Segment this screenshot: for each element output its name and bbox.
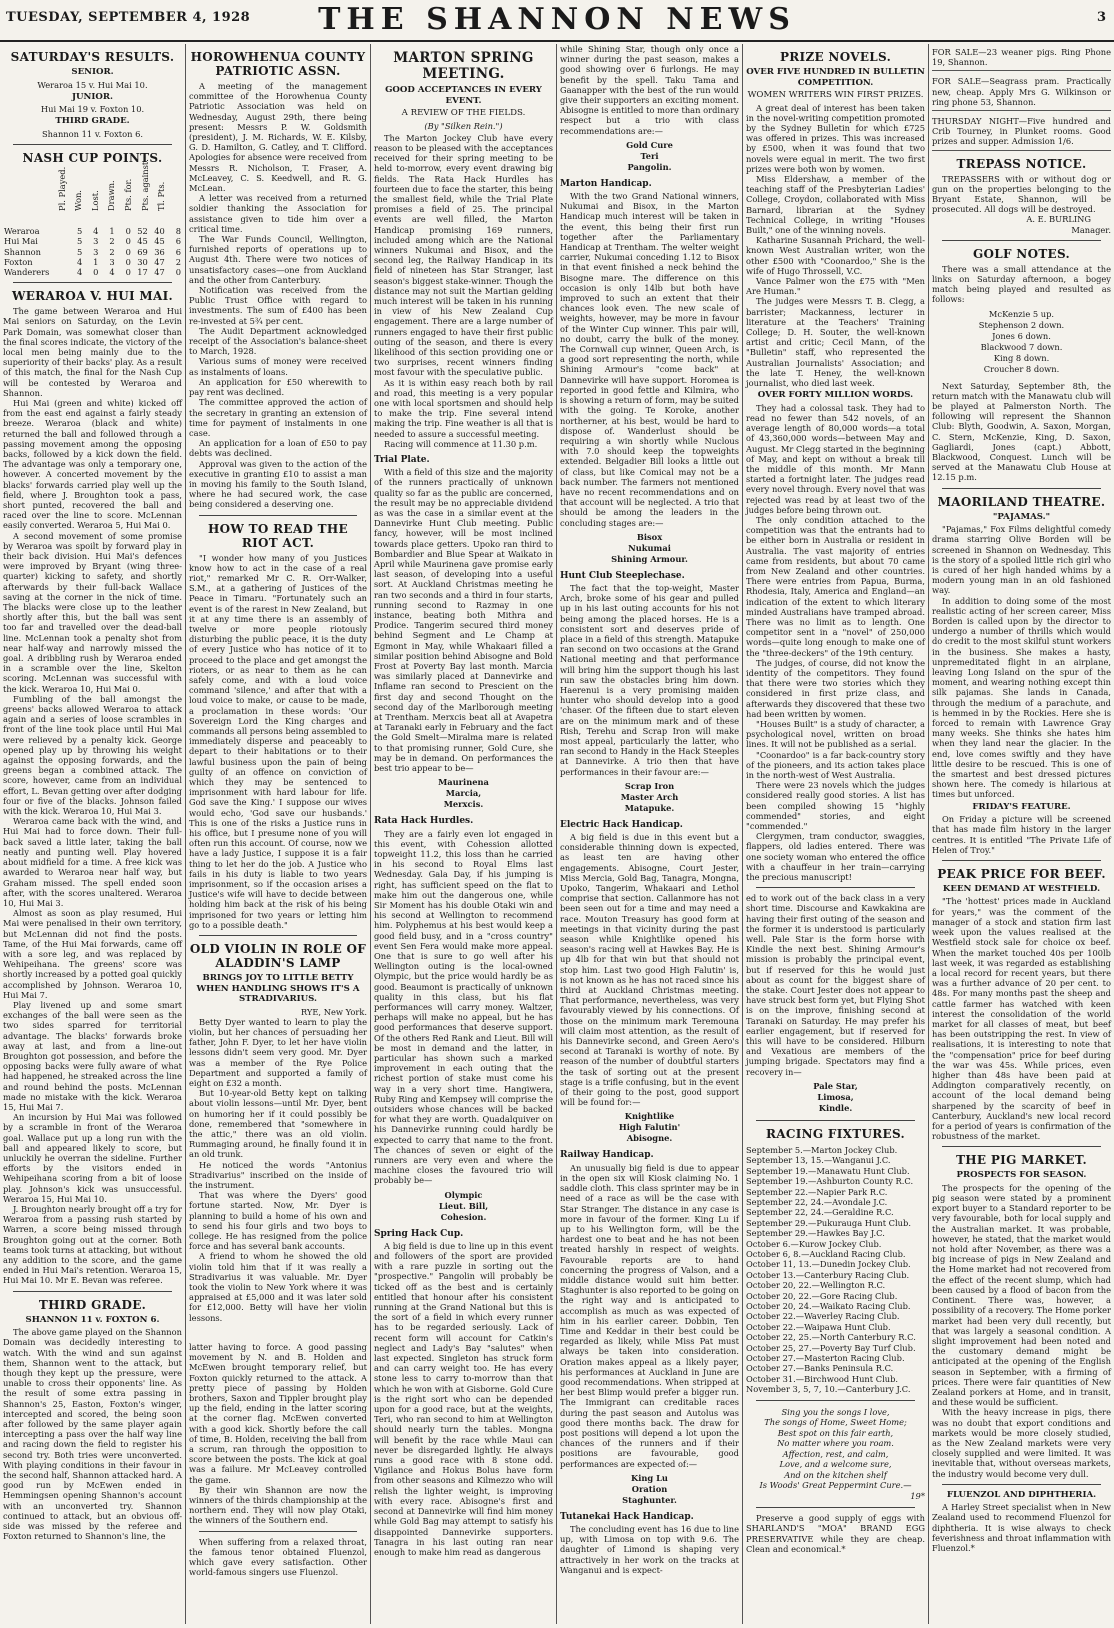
list-item: September 22.—Napier Park R.C. <box>746 1186 888 1197</box>
article-paragraph: An application for £50 wherewith to pay rent was declined. <box>189 376 367 398</box>
article-paragraph: "The 'hottest' prices made in Auckland for years," was the comment of the manager of a stock and station firm last week upon the values realised at the Westfield stock sale for choice ox beef. When the market touched 40s per 100lb last week, it was regarded as establishing a local record for recent years, but there was a further advance of 20 per cent. to 48s. For many months past the sheep and cattle farmer has watched with keen interest the consolidation of the world market for all classes of meat, but beef has been outstripping the rest. In view of realisations, it is interesting to note that the "compensation" price for beef during the war was 45s. While prices, even higher than 48s have been paid at Addington comparatively recently, on account of the local demand being sharpened by the scarcity of beef in Canterbury, Auckland's new local record for a period of years is confirmation of the robustness of the market. <box>932 896 1111 1142</box>
trespass-signature: A. E. BURLING <box>1026 214 1091 225</box>
list-item: October 13.—Canterbury Racing Club. <box>746 1269 910 1280</box>
third-grade-result: Shannon 11 v. Foxton 6. <box>41 128 143 139</box>
selections-list: Gold Cure Teri Pangolin. <box>626 139 673 172</box>
byline: (By "Silken Rein.") <box>424 120 503 131</box>
list-item: October 20, 22.—Gore Racing Club. <box>746 1290 898 1301</box>
article-paragraph: Fumbling of the ball amongst the greens' backs allowed Weraroa to attack again and a series of loose scrambles in front of the line took place until Hui Mai were relieved by a penalty kick. George opened play up by throwing his weight against the opposing forwards, and the greens began a combined attack. The score, however, came from an individual effort, L. Bevan getting over after dodging four or five of the blacks. Johnson failed with the kick. Weraroa 10, Hui Mai 3. <box>3 693 182 817</box>
article-paragraph: A great deal of interest has been taken in the novel-writing competition promoted by the Sydney Bulletin for which £725 was offered in prizes. This was increased by £500, when it was found that two novels were equal in merit. The two first prizes were both won by women. <box>746 102 925 174</box>
divider <box>756 1120 915 1121</box>
list-item: October 22.—Waipawa Hunt Club. <box>746 1321 891 1332</box>
race-heading: Tutanekai Hack Handicap. <box>560 1511 694 1522</box>
junior-label: JUNIOR. <box>71 91 114 102</box>
marton-subheading: GOOD ACCEPTANCES IN EVERY EVENT. <box>385 85 542 106</box>
list-item: October 20, 24.—Waikato Racing Club. <box>746 1300 911 1311</box>
senior-label: SENIOR. <box>71 67 114 77</box>
article-paragraph: An incursion by Hui Mai was followed by a scramble in front of the Weraroa goal. Wallace put up a long run with the ball and appeared likely to score, but unluckily he overran the sideline. Further efforts by the visitors ended in Wehipeihana scoring from a bit of loose play. Johnson's kick was unsuccessful. Weraroa 15, Hui Mai 10. <box>3 1112 182 1204</box>
list-item: October 22, 25.—North Canterbury R.C. <box>746 1332 916 1343</box>
match-report-heading: WERAROA V. HUI MAI. <box>11 289 174 304</box>
theatre-heading: MAORILAND THEATRE. <box>937 494 1106 509</box>
article-paragraph: latter having to force. A good passing movement by N. and B. Holden and McEwen brought temporary relief, but Foxton quickly returned to the attack. A pretty piece of passing by Holden brothers, Saxon and Tippler brought play up the field, ending in the latter scoring at the corner flag. McEwen converted with a good kick. Shortly before the call of time, B. Holden, receiving the ball from a scrum, ran through the opposition to score between the posts. The kick at goal was a failure. Mr McLeavey controlled the game. <box>189 1342 367 1485</box>
article-paragraph: Racing will commence at 11.30 p.m. <box>384 438 538 449</box>
article-paragraph: A letter was received from a returned soldier thanking the Association for assistance given to tide him over a critical time. <box>189 193 367 234</box>
col-header: Won. <box>73 190 84 212</box>
article-paragraph: A meeting of the management committee of the Horowhenua County Patriotic Association was held on Wednesday, August 29th, there being present: Messrs P. W. Goldsmith (president), J. M. Richards, W. E. Kilsby, G. D. Hamilton, G. Catley, and T. Clifford. Apologies for absence were received from Messrs R. Nicholson, T. Fraser, A. McLeavey, C. S. Keedwell, and R. G. McLean. <box>189 81 367 194</box>
divider <box>942 240 1101 241</box>
article-paragraph: "Coonardoo" is a far back-country story of the pioneers, and its action takes place in the north-west of West Australia. <box>746 749 925 780</box>
article-paragraph: "I wonder how many of you Justices know how to act in the case of a real riot," remarked Mr C. R. Orr-Walker, S.M., at a gathering of Justices of the Peace in Timaru. "Fortunately such an event is of the rarest in New Zealand, but it at any time there is an assembly of twelve or more people riotously disturbing the public peace, it is the duty of every Justice who has notice of it to proceed to the place and get amongst the rioters, or as near to them as he can safely come, and with a loud voice command 'silence,' and after that with a loud voice to make, or cause to be made, a proclamation in these words: 'Our Sovereign Lord the King charges and commands all persons being assembled to immediately disperse and peaceably to depart to their habitations or to their lawful business upon the pain of being guilty of an offence on conviction of which they may be sentenced to imprisonment with hard labour for life. God save the King.' I suppose our wives would echo, 'God save our husbands.' This is one of the risks a Justice runs in his office, but I presume none of you will often run this account. Of course, now we have a lady Justice, I suppose it is a fair thing to let her do the job. A Justice who fails in his duty is liable to two years imprisonment, so if the occasion arises a Justice's wife will have to decide between holding him back at the risk of his being imprisoned for two years or letting him go to a possible death." <box>189 552 368 930</box>
column-sports-continued <box>186 1342 370 1624</box>
newspaper-title: THE SHANNON NEWS <box>318 2 796 37</box>
patriotic-heading: HOROWHENUA COUNTY PATRIOTIC ASSN. <box>190 50 366 78</box>
masthead <box>0 0 1114 42</box>
divider <box>13 1291 172 1292</box>
novels-heading: PRIZE NOVELS. <box>779 50 892 64</box>
classified-ad: FOR SALE—23 weaner pigs. Ring Phone 19, Shannon. <box>932 44 1111 71</box>
table-row: Wanderers 4 0 4 0 17 47 0 <box>4 266 181 277</box>
advert-fluenzol: A Harley Street specialist when in New Zealand used to recommend Fluenzol for diphtheria. It is wise always to check feverishness and throat inflammation with Fluenzol.* <box>932 1502 1111 1554</box>
friday-subheading: FRIDAY'S FEATURE. <box>972 801 1071 812</box>
article-paragraph: "Houses Built" is a study of character, a psychological novel, written on broad lines. It will not be published as a serial. <box>746 718 925 750</box>
column-novels <box>743 44 928 1624</box>
selections-list: Pale Star, Limosa, Kindle. <box>813 1080 858 1113</box>
list-item: September 22, 24.—Avondale J.C. <box>746 1196 888 1207</box>
senior-result: Weraroa 15 v. Hui Mai 10. <box>37 79 148 90</box>
col-header: Tl. Pts. <box>156 181 166 212</box>
dateline: RYE, New York. <box>300 1006 367 1017</box>
list-item: October 6.—Kurow Jockey Club. <box>746 1238 882 1249</box>
list-item: September 5.—Marton Jockey Club. <box>746 1144 898 1155</box>
divider <box>13 282 172 283</box>
article-paragraph: The above game played on the Shannon Domain was decidedly interesting to watch. With the wind and sun against them, Shannon went to the attack, but though they kept up the pressure, were unable to cross their opponents' line. As the result of some extra passing in Shannon's 25, Easton, Foxton's winger, intercepted and scored, the being soon after followed by the same player again intercepting a pass over the half way line and racing down the field to register his second try. Both tries were unconverted. With playing conditions in their favour in the second half, Shannon attacked hard. A good run by McEwen ended in Hemmingsen opening Shannon's account with an unconverted try. Shannon continued to attack, but an obvious off-side was missed by the referee and Foxton returned to Shannon's line, the <box>3 1327 182 1542</box>
article-paragraph: Approval was given to the action of the executive in granting £10 to assist a man in moving his family to the South Island, where he had secured work, the case being considered a deserving one. <box>189 458 367 510</box>
fluenzol-heading: FLUENZOL AND DIPHTHERIA. <box>946 1489 1097 1500</box>
article-paragraph: An unusually big field is due to appear in the open six will Kiosk claiming No. 1 saddle cloth. This class sprinter may be in need of a race as will be the case with Star Stranger. The distance in any case is more in favour of the former. King Lu if up to his Wellington form, will be the hardest one to beat and he has not been treated harshly in respect of weights. Favourable reports are to hand concerning the progress of Valson, and a middle distance would suit him better. Staghunter is also reported to be going on the right way and is anticipated to accomplish as much as was expected of him in his earlier career. Dobbin, Ten Time and Keddar in their best could be regarded as likely, while Miss Pat must always be taken into consideration. Oration makes appeal as a likely payer, his performances at Auckland in June are good recommendations. When stripped at her best Blimp would prefer a bigger run. The Immigrant can creditable races during the past season and Autolus was good there months back. The draw for post positions will depend a lot upon the chances of the runners and if their positions are favourable, good performances are expected of:— <box>560 1162 739 1469</box>
article-paragraph: A friend to whom he showed the old violin told him that if it was really a Stradivarius it was valuable. Mr. Dyer took the violin to New York where it was appraised at £5,000 and it was later sold for £12,000. Betty will have her violin lessons. <box>189 1251 367 1323</box>
article-paragraph: "Pajamas," Fox Films delightful comedy drama starring Olive Borden will be screened in Shannon on Wednesday. This is the story of a spoiled little rich girl who is cured of her high handed whims by a modern young man in an old fashioned way. <box>932 524 1111 596</box>
divider <box>756 887 915 888</box>
article-paragraph: TREPASSERS with or without dog or gun on the properties belonging to the Bryant Estate, Shannon, will be prosecuted. All dogs will be destroyed. <box>932 173 1111 215</box>
article-paragraph: while Shining Star, though only once a winner during the past season, makes a good showing over 6 furlongs. He may benefit by the spell. Taku Tama and Gaanapper with the best of the run would give their supporters an exciting moment. Abisogne is entitled to more than ordinary respect but a trio with class recommendations are:— <box>560 44 739 136</box>
results-heading: SATURDAY'S RESULTS. <box>10 50 175 64</box>
col-header: Lost. <box>89 190 100 212</box>
divider <box>756 1400 915 1401</box>
article-paragraph: Clergymen, tram conductor, swaggies, flappers, old ladies entered. There was one society woman who entered the office with a chauffeur in her train—carrying the precious manuscript! <box>746 831 925 883</box>
third-grade-label: THIRD GRADE. <box>55 116 130 127</box>
race-heading: Rata Hack Hurdles. <box>374 816 474 827</box>
selections-list: Maurinena Marcia, Merxcis. <box>438 777 489 810</box>
divider <box>199 515 357 516</box>
column-racing <box>371 44 556 1624</box>
article-paragraph: The concluding event has 16 due to line up, with Limosa on top with 9.6. The daughter of Limond is shaping very attractively in her work on the tracks at Wanganui and is expect- <box>560 1523 739 1575</box>
article-paragraph: On Friday a picture will be screened that has made film history in the larger centres. It is entitled "The Private Life of Helen of Troy." <box>932 814 1111 855</box>
beef-heading: PEAK PRICE FOR BEEF. <box>937 866 1106 881</box>
theatre-subheading: "PAJAMAS." <box>992 511 1051 522</box>
article-paragraph: The judges, of course, did not know the identity of the competitors. They found that there were two stories which they considered in first prize class, and afterwards they discovered that these two had been written by women. <box>746 657 925 719</box>
divider <box>756 1507 915 1508</box>
list-item: October 27.—Banks Peninsula R.C. <box>746 1363 894 1374</box>
article-paragraph: Betty Dyer wanted to learn to play the violin, but her chances of persuading her father, John F. Dyer, to let her have violin lessons didn't seem very good. Mr. Dyer was a member of the Rye Police Department and supported a family of eight on £32 a month. <box>189 1016 367 1088</box>
list-item: October 22.—Waverley Racing Club. <box>746 1311 900 1322</box>
cup-points-heading: NASH CUP POINTS. <box>22 151 163 166</box>
table-row: Shannon 5 3 2 0 69 36 6 <box>4 246 181 257</box>
selections-list: Olympic Lieut. Bill, Cohesion. <box>438 1189 489 1222</box>
article-paragraph: The committee approved the action of the secretary in granting an extension of time for payment of instalments in one case. <box>189 397 367 438</box>
divider <box>942 1146 1101 1147</box>
trespass-role: Manager. <box>1071 224 1111 235</box>
junior-result: Hui Mai 19 v. Foxton 10. <box>40 104 145 115</box>
article-paragraph: There was a small attendance at the links on Saturday afternoon, a bogey match being played and resulted as follows: <box>932 263 1111 305</box>
article-paragraph: Miss Eldershaw, a member of the teaching staff of the Presbyterian Ladies' College, Croydon, collaborated with Miss Barnard, librarian at the Sydney Technical College, in writing "Houses Built," one of the winning novels. <box>746 173 925 235</box>
points-table <box>3 159 182 277</box>
col-header: Pts. for. <box>122 178 133 212</box>
article-paragraph: The prospects for the opening of the pig season were stated by a prominent export buyer to a Standard reporter to be very favourable, both for local supply and the Australian market. It was probable, however, he stated, that the market would not hold after November, as there was a big increase of pigs in New Zealand and the Home market had not recovered from the effect of the recent slump, which had been caused by a flood of bacon from the Continent. There was, however, a possibility of a recovery. The Home porker market had been very dull recently, but that was largely a seasonal condition. A slight improvement had been noted and the customary demand might be anticipated at the opening of the English season in September, with a firming of prices. There were fair quantities of New Zealand porkers at Home, and in transit, and these would be sufficient. <box>932 1182 1111 1408</box>
table-row: Hui Mai 5 3 2 0 45 45 6 <box>4 236 181 247</box>
fixtures-list <box>746 1145 925 1395</box>
list-item: October 31.—Birchwood Hunt Club. <box>746 1373 899 1384</box>
list-item: September 19.—Ashburton County R.C. <box>746 1176 914 1187</box>
race-heading: Electric Hack Handicap. <box>560 819 683 830</box>
race-heading: Railway Handicap. <box>560 1150 654 1161</box>
article-paragraph: ed to work out of the back class in a very short time. Discourse and Kawkakina are having their first outing of the season and the former it is understood is particularly well. Pale Star is the form horse with Kindle the next best. Shining Armour's mission is probably the principal event, but if reserved for this he would just about as count for the biggest share of the stake. Court Jester does not appear to have struck best form yet, but Flying Shot is on the improve, finishing second at Taranaki on Saturday. He may prefer his earlier engagement, but if reserved for this will have to be considered. Hilburn and Vexatious are members of the jumping brigade. Spectators may find a recovery in— <box>746 893 925 1077</box>
novels-subheading-2: WOMEN WRITERS WIN FIRST PRIZES. <box>747 90 924 100</box>
article-paragraph: Almost as soon as play resumed, Hui Mai were penalised in their own territory, but McLennan did not find the posts. Tame, of the Hui Mai forwards, came off with a sore leg, and was replaced by Wehipeihana. The greens' score was shortly increased by a potted goal quickly accomplished by Johnson. Weraroa 10, Hui Mai 7. <box>3 908 182 1000</box>
column-local <box>929 44 1114 1624</box>
article-paragraph: A big field is due in this event but a considerable thinning down is expected, as least ten are having other engagements. Abisogne, Court Jester, Miss Mercia, Gold Bag, Tanagra, Mongna, Upoko, Tangerim, Whakaari and Lethol comprise that section. Callanmore has not been seen out for a time and may need a race. Mouton Treasury has good form at meetings in that vicinity during the past season while Knightlike opened his season's racing well at Hawkes Bay. He is up 4lb for that win but that should not stop him. Last two good High Falutin' is, is not known as he has not raced since his third at Auckland Christmas meeting. That performance, nevertheless, was very favourably viewed by his connections. Of those on the minimum mark Teremouna will claim most attention, as the result of his Dannevirke second, and Green Aero's second at Taranaki is worthy of note. By reason of the number of doubtful starters the task of sorting out at the present stage is a trifle confusing, but in the event of their going to the post, good support will be found for:— <box>560 832 739 1108</box>
pig-subheading: PROSPECTS FOR SEASON. <box>956 1170 1087 1181</box>
article-paragraph: J. Broughton nearly brought off a try for Weraroa from a passing rush started by Warren, a score being missed through Broughton going out at the corner. Both teams took turns at attacking, but without any addition to the score, and the game ended in Hui Mai's retention. Weraroa 15, Hui Mai 10. Mr E. Bevan was referee. <box>3 1204 182 1286</box>
article-paragraph: He noticed the words "Antonius Stradivarius" inscribed on the inside of the instrument. <box>189 1159 367 1190</box>
article-paragraph: The Audit Department acknowledged receipt of the Association's balance-sheet to March, 1928. <box>189 325 367 357</box>
article-paragraph: In addition to doing some of the most realistic acting of her screen career, Miss Borden is called upon by the director to undergo a number of thrills which would do credit to the most skilful stunt workers in the business. She makes a hasty, unpremeditated flight in an airplane, leaving Long Island on the spur of the moment, and wearing nothing except thin silk pajamas. She lands in Canada, through the medium of a parachute, and is hemmed in by the Rockies. Here she is forced to remain with Lawrence Gray many weeks. She thinks she hates him when they land near the glacier. In the end, love comes swiftly and they have little desire to be rescued. This is one of the smartest and best dressed pictures shown here. The comedy is hilarious at times but unforced. <box>932 595 1111 800</box>
article-paragraph: Next Saturday, September 8th, the return match with the Manawatu club will be played at Palmerston North. The following will represent the Shannon Club: Blyth, Goodwin, A. Saxon, Morgan, C. Stern, McKenzie, King, D. Saxon, Gagliardi, Jones (capt.) Abbott, Blackwood, Conquest. Lunch will be served at the Manawatu Club House at 12.15 p.m. <box>932 380 1111 483</box>
violin-subheading: BRINGS JOY TO LITTLE BETTY WHEN HANDLING SHOWS IT'S A STRADIVARIUS. <box>196 973 360 1005</box>
article-paragraph: The only condition attached to the competition was that the entrants had to be either born in Australia or resident in Australia. The vast majority of entries came from residents, but about 70 came from New Zealand and other countries. There were entries from Papua, Burma, Rhodesia, Italy, America and England—an indication of the extent to which literary minded Australians have tramped abroad. There was no limit as to length. One competitor sent in a "novel" of 250,000 words—quite long enough to make one of the "three-deckers" of the 19th century. <box>746 514 925 658</box>
article-paragraph: They are a fairly even lot engaged in this event, with Cohession allotted topweight 11.2, this loss than he carried in his second to Royal Elms last Wednesday. Gala Day, if his jumping is right, has sufficient speed on the flat to make him out the dangerous one, while Sir Moment has his double Otaki win and his second at Wellington to recommend him. Polyphemus at his best would keep a good field busy, and in a "cross country" event Sen Fera would make more appeal. One that is sure to go well after his Wellington outing is the local-owned Olympic, but the price would hardly be as good. Beaumont is practically of unknown quality in this class, but his flat performances will carry money. Waltzer, perhaps will make no appeal, but he has good performances that deserve support. Of the others Red Rank and Lieut. Bill will be most in demand and the latter, in particular has shown such a marked improvement in each outing that the richest portion of stake must come his way in a very short time. Hangiwera, Ruby Ring and Kempsey will comprise the outsiders whose chances will be backed for what they are worth. Quadalquiver on his Dannevirke running could hardly be expected to carry that name to the front. The chances of seven or eight of the runners are very even and where the machine closes the favoured trio will probably be— <box>374 828 553 1186</box>
race-heading: Trial Plate. <box>374 455 430 465</box>
article-paragraph: But 10-year-old Betty kept on talking about violin lessons—until Mr. Dyer, bent on humoring her if it could possibly be done, remembered that "somewhere in the attic," there was an old violin. Rummaging around, he finally found it in an old trunk. <box>189 1088 367 1160</box>
divider <box>942 860 1101 861</box>
selections-list: Scrap Iron Master Arch Matapuke. <box>620 780 679 813</box>
article-paragraph: With a field of this size and the majority of the runners practically of unknown quality so far as the public are concerned, the result may be no appreciable dividend as was the case in a similar event at the Dannevirke Hunt Club meeting. Public fancy, however, will be most inclined towards place getters. Upoko ran third to Bombardier and Blue Spear at Waikato in April while Maurinena gave promise early last season, of developing into a useful sort. At Auckland Christmas meeting he ran two seconds and a third in four starts, running second to Razmay in one instance, beating both Mithra and Prodice. Tangerim secured third money behind Segment and Le Champ at Egmont in May, while Whakaari filled a similar position behind Abisogne and Bold Frost at Poverty Bay last month. Marcia was similarly placed at Dannevirke and Inflame ran second to Prescient on the first day and second Thought on the second day of the Marlborough meeting at Trentham. Merxcis beat all at Avapetra at Taranaki early in February and the fact the Gold Smelt—Miralma mare is related to that promising runner, Gold Cure, she may be in demand. On performances the best trio appear to be— <box>374 467 553 774</box>
fixtures-heading: RACING FIXTURES. <box>765 1126 905 1141</box>
article-paragraph: By their win Shannon are now the winners of the thirds championship at the northern end. They will now play Otaki, the winners of the Southern end. <box>189 1484 367 1526</box>
divider <box>13 144 172 145</box>
article-paragraph: Katharine Susannah Prichard, the well-known West Australian writer, won the other £500 with "Coonardoo," She is the wife of Hugo Throssell, V.C. <box>746 235 925 276</box>
list-item: September 13, 15.—Wanganui J.C. <box>746 1155 891 1166</box>
list-item: September 22, 24.—Geraldine R.C. <box>746 1207 894 1218</box>
third-grade-heading: THIRD GRADE. <box>38 1297 147 1312</box>
list-item: September 29.—Hawkes Bay J.C. <box>746 1228 885 1239</box>
selections-list: Bisox Nukumai Shining Armour. <box>611 531 688 564</box>
article-paragraph: They had a colossal task. They had to read no fewer than 542 novels, of an average length of 80,000 words—a total of 43,360,000 words—between May and August. Mr Clegg started in the beginning of May, and kept on without a break till the middle of this month. Mr Mann started a fortnight later. The judges read every novel through. Every novel that was rejected was read by at least two of the judges before being thrown out. <box>746 402 925 515</box>
article-paragraph: As it is within easy reach both by rail and road, this meeting is a very popular one with local sportsmen and should help to make the trip. Fine several intend making the trip. Fine weather is all that is needed to assure a successful meeting. <box>374 377 553 439</box>
third-grade-subheading: SHANNON 11 v. FOXTON 6. <box>25 1314 160 1325</box>
article-paragraph: The War Funds Council, Wellington, furnished reports of operations up to August 4th. There were two notices of unsatisfactory cases—one from Auckland and the other from Canterbury. <box>189 234 367 285</box>
article-paragraph: Vance Palmer won the £75 with "Men Are Human." <box>746 275 925 297</box>
article-paragraph: The fact that the top-weight, Master Arch, broke some of his gear and pulled up in his last outing accounts for his not being among the placed horses. He is a consistent sort and deserves pride of place in a field of this strength. Matapuke ran second on two occasions at the Grand National meeting and that performance will bring him the support though his last run saw the obstacles bring him down. Haerenui is a very promising maiden hunter who should develop into a good 'chaser. Of the fifteen due to start eleven are on the minimum mark and of these Rish, Terehu and Scrap Iron will make most appeal, particularly the latter, who ran second to Handy in the Hack Steeples at Dannevirke. A trio then that have performances in their favour are:— <box>560 582 739 777</box>
marton-heading: MARTON SPRING MEETING. <box>393 50 534 82</box>
beef-subheading: KEEN DEMAND AT WESTFIELD. <box>942 883 1101 894</box>
divider <box>199 935 357 936</box>
pig-heading: THE PIG MARKET. <box>956 1153 1087 1168</box>
article-paragraph: Hui Mai (green and white) kicked off from the east end against a fairly steady breeze. Weraroa (black and white) returned the ball and followed through a passing movement among the opposing backs, followed by a kick down the field. The advantage was only a temporary one, however. A concerted movement by the blacks' forwards carried play well up the field, where J. Broughton took a pass, short punted, recovered the ball and raced over the line to score. McLennan easily converted. Weraroa 5, Hui Mai 0. <box>3 397 182 531</box>
list-item: October 25, 27.—Poverty Bay Turf Club. <box>746 1342 916 1353</box>
article-paragraph: Notification was received from the Public Trust Office with regard to investments. The sum of £400 has been re-invested at 5¾ per cent. <box>189 285 367 326</box>
article-paragraph: Play livened up and some smart exchanges of the ball were seen as the two sides sparred for territorial advantage. The blacks' forwards broke away at last, and from a line-out Broughton got possession, and before the opposing backs were fully aware of what had happened, he streaked across the line and round behind the posts. McLennan made no mistake with the kick. Weraroa 15, Hui Mai 7. <box>3 999 182 1112</box>
advert-verse: Sing you the songs I love, The songs of Home, Sweet Home; Best spot on this fair earth, No matter where you roam. Affection, rest, and calm, Love, and a welcome sure, And on the kitchen shelf Is Woods' Great Peppermint Cure.— 19* <box>759 1406 925 1501</box>
column-patriotic <box>186 44 370 1338</box>
page-number: 3 <box>1096 10 1106 25</box>
divider <box>199 1531 357 1532</box>
column-racing-continued <box>557 44 742 1624</box>
article-paragraph: Various sums of money were received as instalments of loans. <box>189 356 367 377</box>
article-paragraph: With the two Grand National winners, Nukumai and Bisox, in the Marton Handicap much interest will be taken in the event, this being their first run together after the Parliamentary Handicap at Trentham. The welter weight carrier, Nukumai conceding 1.12 to Bisox in that event finished a neck behind the Bisogne mare. The difference on this occasion is only 14lb but both have improved to such an extent that their chances look even. The new scale of weights, however, may be more in favour of the Winter Cup winner. This pair will, no doubt, carry the bulk of the money. The Cornwall cup winner, Queen Arch, is a good sort representing the north, while Shining Armour's "come back" at Dannevirke will have support. Horomea is reported in good fettle and Kilmira, who is showing a return of form, may be suited with the going. Te Koroke, another northerner, at his best, would be hard to dispose of. Wanderlust should be requiring a win shortly while Nuclous with 7.0 should keep the topweights extended. Belgadier Bill looks a little out of class, but like Comical may not be a back number. The farmers not mentioned have no recent recommendations and on that account will be neglected. A trio that should be among the leaders in the concluding stages are:— <box>560 191 739 528</box>
list-item: October 11, 13.—Dunedin Jockey Club. <box>746 1259 911 1270</box>
column-sports <box>0 44 185 1624</box>
divider <box>942 488 1101 489</box>
list-item: October 27.—Masterton Racing Club. <box>746 1353 905 1364</box>
list-item: October 20, 22.—Wellington R.C. <box>746 1280 886 1291</box>
article-paragraph: There were 23 novels which the judges considered really good stories. A list has been compiled showing 15 "highly commended" stories, and eight "commended." <box>746 780 925 832</box>
article-paragraph: A second movement of some promise by Weraroa was spoilt by forward play in their back division. Hui Mai's defences were improved by Bryant (wing three-quarter) kicking to safety, and shortly afterwards by their full-back Wallace saving at the corner in the nick of time. The blacks were close up to the leather shortly after this, but the ball was sent too far and travelled over the dead-ball line. McLennan took a penalty shot from near half-way and narrowly missed the goal. A dribbling rush by Weraroa ended in a scramble over the line, Skelton scoring. McLennan was successful with the kick. Weraroa 10, Hui Mai 0. <box>3 530 182 694</box>
race-heading: Marton Handicap. <box>560 178 652 189</box>
race-heading: Hunt Club Steeplechase. <box>560 570 685 581</box>
article-paragraph: With the heavy increase in pigs, there was no doubt that export conditions and markets would be more closely studied, as the New Zealand markets were very closely supplied and were limited. It was inevitable that, without overseas markets, the industry would become very dull. <box>932 1407 1111 1479</box>
issue-date: TUESDAY, SEPTEMBER 4, 1928 <box>6 10 251 25</box>
race-heading: Spring Hack Cup. <box>374 1228 464 1239</box>
advert-fluenzol: When suffering from a relaxed throat, the famous tenor obtained Fluenzol, which gave every satisfaction. Other world-famous singers use Fluenzol. <box>189 1536 367 1578</box>
trespass-heading: TREPASS NOTICE. <box>956 156 1087 171</box>
list-item: October 6, 8.—Auckland Racing Club. <box>746 1248 906 1259</box>
classified-ad: FOR SALE—Seagrass pram. Practically new, cheap. Apply Mrs G. Wilkinson or ring phone 53, Shannon. <box>932 73 1111 111</box>
article-paragraph: A big field is due to line up in this event and followers of the sport are provided with a rare puzzle in sorting out the "prospective." Pangolin will probably be ticked off as the best and is certainly entitled that honour after his consistent running at the Grand National but this is the sort of a field in which every runner has to be regarded seriously. Lack of recent form will account for Catkin's neglect and Lady's Bay "salutes" when last expected. Singleton has struck form and can carry weight too. He has every stone less to carry to-morrow than that which he won with at Gisborne. Gold Cure is the right sort who can be depended upon for a good race, but at the weights, Teri, who ran second to him at Wellington should nearly turn the tables. Mongna will benefit by the race while Maui can never be disregarded lightly. He always runs a good race with 8 stone odd. Vigilance and Hokus Bolus have form from other seasons and Kilmezzo who will relish the lighter weight, is improving with every race. Abisogne's first and second at Dannevirke will find him money while Gold Bag may attempt to satisfy his disappointed Dannevirke supporters. Tanagra in his last outing ran near enough to make him read as dangerous <box>374 1240 553 1557</box>
words-subheading: OVER FORTY MILLION WORDS. <box>757 390 914 401</box>
col-header: Pl. Played. <box>57 166 68 212</box>
col-header: Drawn. <box>105 180 116 212</box>
list-item: September 19.—Manawatu Hunt Club. <box>746 1165 910 1176</box>
article-paragraph: An application for a loan of £50 to pay debts was declined. <box>189 438 367 459</box>
advert-egg-preservative: Preserve a good supply of eggs with SHARLAND'S "MOA" BRAND EGG PRESERVATIVE while they are cheap. Clean and economical.* <box>746 1513 925 1554</box>
selections-list: King Lu Oration Staghunter. <box>622 1472 677 1505</box>
article-paragraph: That was where the Dyers' good fortune started. Now, Mr. Dyer is planning to build a home of his own and to send his four girls and two boys to college. He has resigned from the police force and has several bank accounts. <box>189 1190 367 1252</box>
novels-subheading: OVER FIVE HUNDRED IN BULLETIN COMPETITION. <box>746 67 925 88</box>
points-table-header <box>3 168 182 226</box>
list-item: September 29.—Pukurauga Hunt Club. <box>746 1217 911 1228</box>
violin-heading: OLD VIOLIN IN ROLE OF ALADDIN'S LAMP <box>189 942 367 971</box>
divider <box>942 1484 1101 1485</box>
col-header: Pts. against. <box>139 159 150 212</box>
classified-ad: THURSDAY NIGHT—Five hundred and Crib Tourney, in Plunket rooms. Good prizes and supper. Admission 1/6. <box>932 113 1111 151</box>
table-row: Foxton 4 1 3 0 30 47 2 <box>4 256 181 267</box>
article-paragraph: The Marton Jockey Club have every reason to be pleased with the acceptances received for their spring meeting to be held to-morrow, every event drawing big fields. The Rata Hack Hurdles has fourteen due to face the starter, this being the smallest field, while the Trial Plate promises a field of 25. The principal events are well filled, the Marton Handicap promising 169 runners, included among which are the National winners Nukumai and Bisox, and the second leg, the Railway Handicap in its field of nineteen has Star Stranger, last season's biggest stake-winner. Though the distance may not suit the Martian gelding much interest will be taken in his running in view of his New Zealand Cup engagement. There are a large number of runners engaged to have their first public outing of the season, and there is every likelihood of this section providing one or two surprises, recent winners finding most favour with the speculative public. <box>374 132 554 378</box>
golf-results: McKenzie 5 up. Stephenson 2 down. Jones 6 down. Blackwood 7 down. King 8 down. Croucher 8 down. <box>978 308 1065 374</box>
article-paragraph: The game between Weraroa and Hui Mai seniors on Saturday, on the Levin Park Domain, was somewhat closer than the final scores indicate, the victory of the local men being mainly due to the superiority of their backs' play. As a result of this match, the final for the Nash Cup will be contested by Weraroa and Shannon. <box>3 306 182 398</box>
article-paragraph: Weraroa came back with the wind, and Hui Mai had to force down. Their full-back saved a little later, taking the ball neatly and punting well. Play hovered about midfield for a time. A free kick was awarded to Weraroa near half way, but Graham missed. The spell ended soon after, with the scores unaltered. Weraroa 10, Hui Mai 3. <box>3 816 182 908</box>
article-paragraph: The judges were Messrs T. B. Clegg, a barrister; Mackanness, lecturer in literature at the Teachers' Training College; D. H. Souter, the well-known artist and critic; Cecil Mann, of the "Bulletin" staff, who represented the Australian Journalists' Association; and the late T. Heney, the well-known journalist, who died last week. <box>746 296 925 388</box>
selections-list: Knightlike High Falutin' Abisogne. <box>618 1111 681 1144</box>
table-row: Weraroa 5 4 1 0 52 40 8 <box>4 226 181 237</box>
golf-heading: GOLF NOTES. <box>972 246 1071 261</box>
riot-act-heading: HOW TO READ THE RIOT ACT. <box>208 521 348 550</box>
list-item: November 3, 5, 7, 10.—Canterbury J.C. <box>746 1384 911 1395</box>
marton-subheading-2: A REVIEW OF THE FIELDS. <box>401 108 526 118</box>
